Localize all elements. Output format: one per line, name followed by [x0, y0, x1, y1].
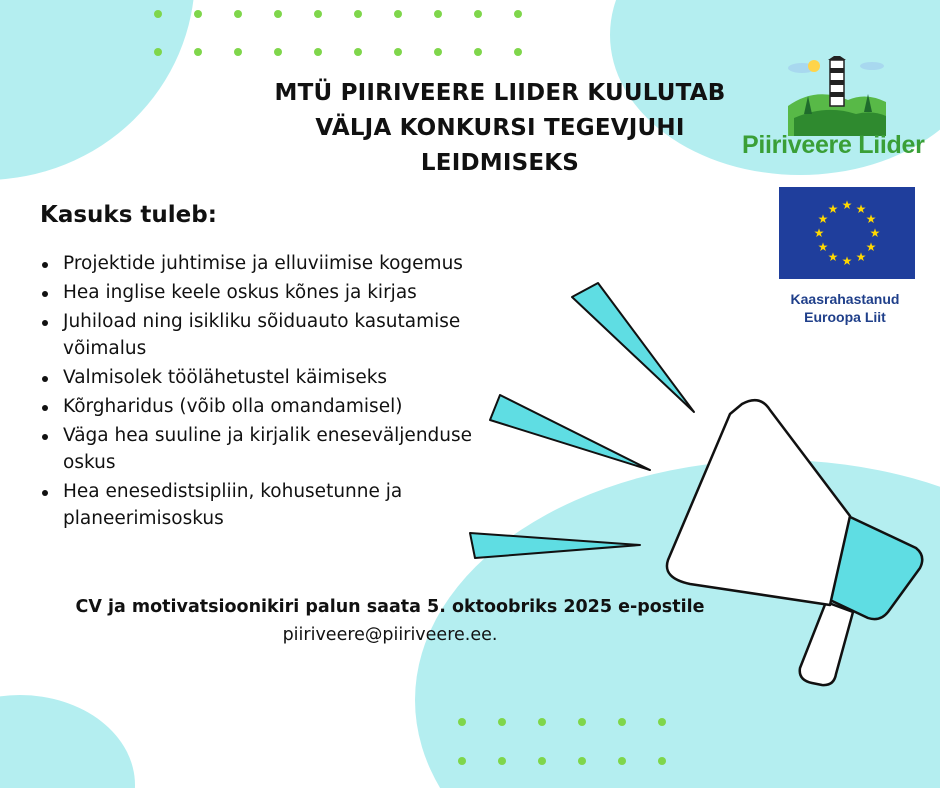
bottom-left-blob [0, 695, 135, 788]
svg-text:★: ★ [855, 202, 867, 216]
eu-caption-line: Kaasrahastanud [790, 291, 900, 307]
title-line: LEIDMISEKS [420, 150, 580, 176]
svg-text:★: ★ [865, 240, 877, 254]
section-heading: Kasuks tuleb: [40, 202, 217, 228]
svg-text:★: ★ [827, 250, 839, 264]
svg-text:★: ★ [841, 254, 853, 268]
top-dot-grid [154, 10, 522, 56]
requirements-list [40, 250, 520, 534]
list-item: Kõrgharidus (võib olla omandamisel) [40, 393, 520, 420]
svg-text:★: ★ [865, 212, 877, 226]
list-item: Hea enesedistsipliin, kohusetunne ja planeerimisoskus [40, 478, 520, 532]
eu-caption-line: Euroopa Liit [804, 309, 886, 325]
svg-text:★: ★ [813, 226, 825, 240]
list-item: Väga hea suuline ja kirjalik eneseväljenduse oskus [40, 422, 520, 476]
list-item: Hea inglise keele oskus kõnes ja kirjas [40, 279, 520, 306]
svg-text:★: ★ [869, 226, 881, 240]
svg-text:★: ★ [817, 240, 829, 254]
logo-text: Piiriveere Liider [742, 131, 925, 159]
call-to-action [40, 593, 740, 649]
list-item: Projektide juhtimise ja elluviimise kogemus [40, 250, 520, 277]
list-item: Valmisolek töölähetustel käimiseks [40, 364, 520, 391]
list-item: Juhiload ning isikliku sõiduauto kasutamise võimalus [40, 308, 520, 362]
title-line: VÄLJA KONKURSI TEGEVJUHI [315, 115, 685, 141]
svg-text:★: ★ [841, 198, 853, 212]
svg-text:★: ★ [827, 202, 839, 216]
eu-caption [770, 290, 920, 326]
eu-flag-icon [779, 187, 915, 279]
lighthouse-landscape-icon [786, 56, 888, 136]
svg-text:★: ★ [855, 250, 867, 264]
email-link[interactable]: piiriveere@piiriveere.ee. [282, 625, 498, 645]
svg-text:★: ★ [817, 212, 829, 226]
page-title [230, 76, 770, 181]
cta-text: CV ja motivatsioonikiri palun saata 5. oktoobriks 2025 e-postile [75, 597, 705, 617]
title-line: MTÜ PIIRIVEERE LIIDER KUULUTAB [274, 80, 726, 106]
top-left-blob [0, 0, 195, 180]
